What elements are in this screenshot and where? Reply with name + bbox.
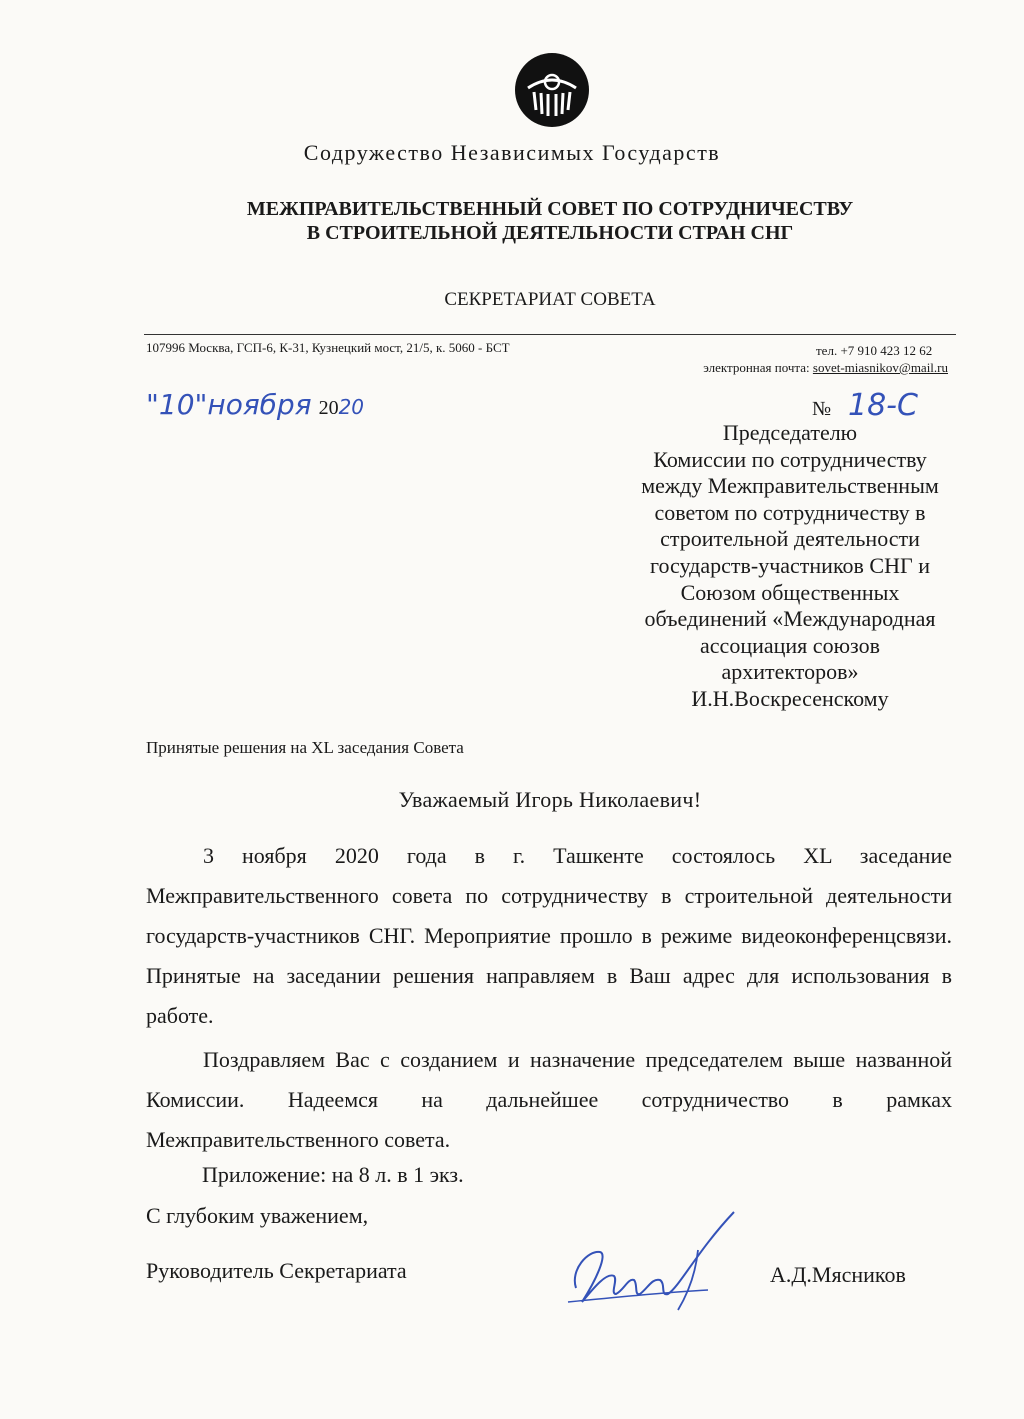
signature: [548, 1210, 748, 1320]
email-link[interactable]: sovet-miasnikov@mail.ru: [812, 360, 948, 375]
date-handwritten: "10"ноября: [146, 388, 312, 421]
addressee-block: [600, 420, 980, 713]
addressee-line: ассоциация союзов: [700, 632, 880, 658]
addressee-line: Союзом общественных: [680, 579, 900, 605]
closing-phrase: С глубоким уважением,: [146, 1203, 369, 1228]
addressee-line: И.Н.Воскресенскому: [691, 685, 889, 711]
registration-date: [146, 388, 364, 422]
addressee-line: объединений «Международная: [644, 606, 936, 632]
addressee-line: между Межправительственным: [641, 473, 939, 499]
email-label: электронная почта:: [703, 360, 810, 375]
postal-address: 107996 Москва, ГСП-6, К-31, Кузнецкий мост, 21/5, к. 5060 - БСТ: [146, 340, 510, 355]
organization-name: Содружество Независимых Государств: [303, 140, 721, 165]
letter-subject: Принятые решения на XL заседания Совета: [146, 738, 464, 757]
cis-emblem-icon: [514, 52, 590, 128]
signatory-name: А.Д.Мясников: [770, 1262, 906, 1287]
secretariat-title: СЕКРЕТАРИАТ СОВЕТА: [444, 289, 656, 310]
addressee-line: Комиссии по сотрудничеству: [653, 446, 927, 472]
body-paragraph: 3 ноября 2020 года в г. Ташкенте состоялось XL заседание Межправительственного совета по сотрудничеству в строительной деятельности государств-участников СНГ. Мероприятие прошло в режиме видеоконференцсвязи. Принятые на заседании решения направляем в Ваш адрес для использования в работе.: [146, 843, 952, 1028]
header-divider: [144, 334, 956, 335]
council-name: [0, 197, 1024, 245]
email-line: [703, 360, 948, 376]
addressee-line: строительной деятельности: [660, 526, 920, 552]
number-label: №: [812, 398, 832, 420]
council-name-line-1: МЕЖПРАВИТЕЛЬСТВЕННЫЙ СОВЕТ ПО СОТРУДНИЧЕСТВУ: [246, 198, 854, 220]
addressee-line: государств-участников СНГ и: [650, 552, 930, 578]
date-year-handwritten: 20: [338, 395, 365, 419]
signatory-position: Руководитель Секретариата: [146, 1258, 407, 1283]
addressee-line: Председателю: [722, 420, 858, 445]
greeting: Уважаемый Игорь Николаевич!: [398, 787, 702, 812]
registration-number: 18-С: [848, 388, 918, 423]
council-name-line-2: В СТРОИТЕЛЬНОЙ ДЕЯТЕЛЬНОСТИ СТРАН СНГ: [306, 222, 794, 244]
attachment-note: Приложение: на 8 л. в 1 экз.: [202, 1162, 464, 1187]
phone-number: тел. +7 910 423 12 62: [816, 343, 933, 358]
addressee-line: архитекторов»: [721, 659, 859, 685]
body-paragraph: Поздравляем Вас с созданием и назначение председателем выше названной Комиссии. Надеемся на дальнейшее сотрудничество в рамках Межправительственного совета.: [146, 1047, 952, 1152]
date-year-printed: 20: [318, 397, 339, 419]
addressee-line: советом по сотрудничеству в: [654, 499, 926, 525]
